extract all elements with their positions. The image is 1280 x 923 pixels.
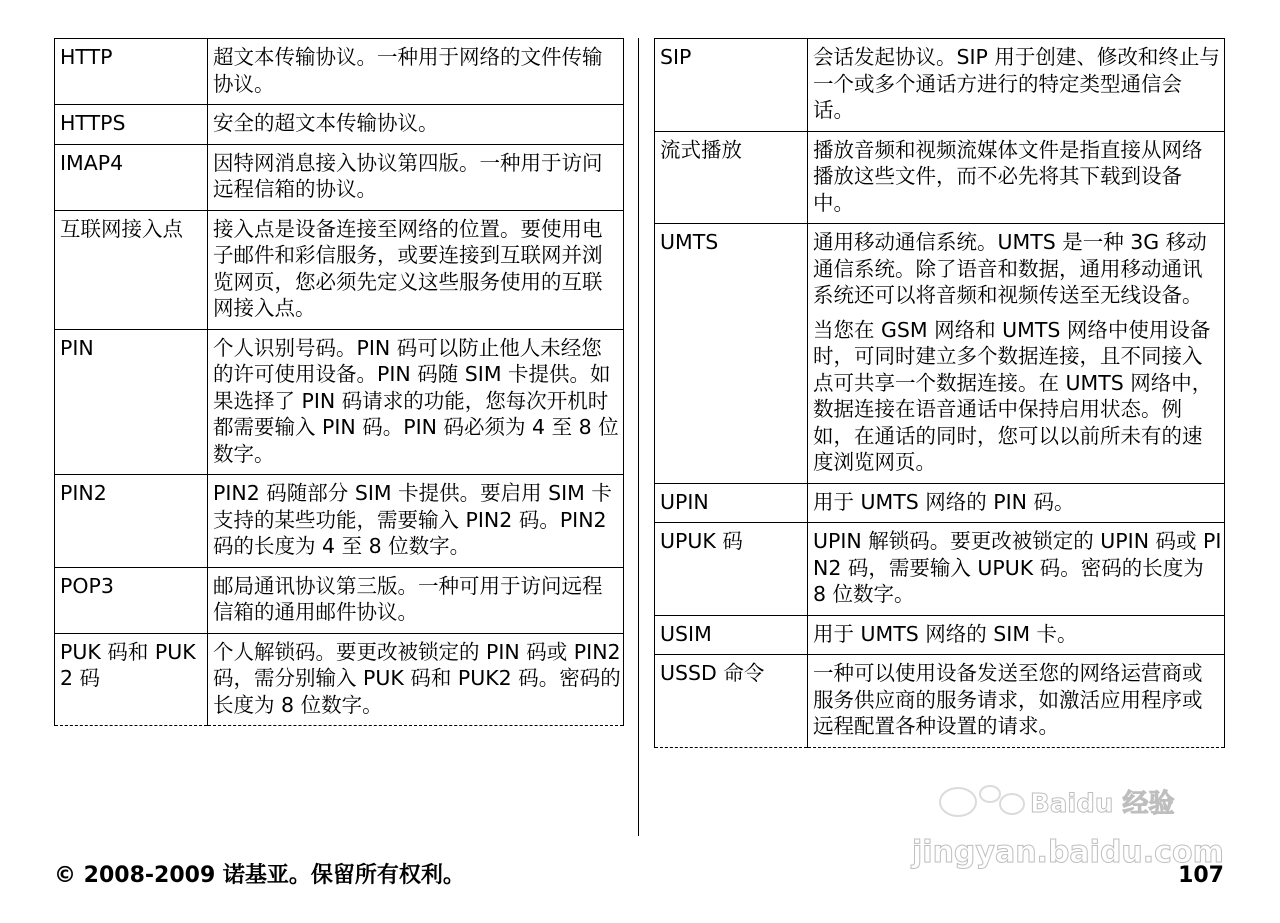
- glossary-row: [55, 567, 624, 633]
- definition-paragraph: PIN2 码随部分 SIM 卡提供。要启用 SIM 卡支持的某些功能，需要输入 PIN2 码。PIN2 码的长度为 4 至 8 位数字。: [213, 481, 612, 558]
- glossary-definition: [808, 224, 1225, 484]
- glossary-definition: [208, 144, 624, 210]
- glossary-row: [655, 615, 1225, 655]
- copyright-notice: © 2008-2009 诺基亚。保留所有权利。: [54, 863, 465, 888]
- definition-paragraph: 个人解锁码。要更改被锁定的 PIN 码或 PIN2 码，需分别输入 PUK 码和 PUK2 码。密码的长度为 8 位数字。: [213, 639, 621, 717]
- definition-paragraph: 当您在 GSM 网络和 UMTS 网络中使用设备时，可同时建立多个数据连接，且不同接入点可共享一个数据连接。在 UMTS 网络中，数据连接在语音通话中保持启用状态。例如，在通话的同时，您可以以前所未有的速度浏览网页。: [813, 317, 1213, 474]
- glossary-table-right: [654, 38, 1225, 748]
- glossary-term: 互联网接入点: [55, 210, 208, 329]
- glossary-table-left: [54, 38, 624, 726]
- glossary-row: [55, 39, 624, 105]
- column-divider: [638, 38, 639, 836]
- definition-paragraph: 通用移动通信系统。UMTS 是一种 3G 移动通信系统。除了语音和数据，通用移动通讯系统还可以将音频和视频传送至无线设备。: [813, 230, 1207, 307]
- glossary-term: 流式播放: [655, 131, 808, 224]
- glossary-definition: [808, 523, 1225, 616]
- glossary-definition: [808, 131, 1225, 224]
- glossary-term: UPUK 码: [655, 523, 808, 616]
- glossary-term: IMAP4: [55, 144, 208, 210]
- definition-paragraph: UPIN 解锁码。要更改被锁定的 UPIN 码或 PIN2 码，需要输入 UPUK 码。密码的长度为 8 位数字。: [813, 529, 1222, 606]
- glossary-term: UMTS: [655, 224, 808, 484]
- definition-paragraph: 用于 UMTS 网络的 SIM 卡。: [813, 621, 1078, 646]
- glossary-row: [655, 39, 1225, 132]
- glossary-row: [655, 483, 1225, 523]
- definition-paragraph: 安全的超文本传输协议。: [213, 111, 439, 135]
- glossary-term: PIN2: [55, 475, 208, 568]
- glossary-row: [55, 105, 624, 145]
- glossary-definition: [808, 39, 1225, 132]
- glossary-definition: [208, 210, 624, 329]
- glossary-term: USIM: [655, 615, 808, 655]
- glossary-table-body: [55, 39, 624, 726]
- definition-paragraph: 用于 UMTS 网络的 PIN 码。: [813, 489, 1075, 514]
- definition-paragraph: 接入点是设备连接至网络的位置。要使用电子邮件和彩信服务，或要连接到互联网并浏览网页，您必须先定义这些服务使用的互联网接入点。: [213, 216, 603, 320]
- glossary-row: [55, 475, 624, 568]
- glossary-term: USSD 命令: [655, 655, 808, 748]
- glossary-row: [655, 523, 1225, 616]
- glossary-row: [655, 655, 1225, 748]
- glossary-term: SIP: [655, 39, 808, 132]
- glossary-term: HTTP: [55, 39, 208, 105]
- watermark-url: jingyan.baidu.com: [912, 835, 1224, 870]
- glossary-term: PIN: [55, 329, 208, 475]
- glossary-definition: [208, 39, 624, 105]
- glossary-row: [55, 210, 624, 329]
- glossary-term: PUK 码和 PUK2 码: [55, 633, 208, 726]
- glossary-definition: [808, 615, 1225, 655]
- watermark-brand: Baidu 经验: [1030, 789, 1175, 819]
- glossary-definition: [208, 567, 624, 633]
- definition-paragraph: 邮局通讯协议第三版。一种可用于访问远程信箱的通用邮件协议。: [213, 573, 603, 624]
- glossary-table-body: [655, 39, 1225, 748]
- definition-paragraph: 因特网消息接入协议第四版。一种用于访问远程信箱的协议。: [213, 150, 603, 201]
- definition-paragraph: 播放音频和视频流媒体文件是指直接从网络播放这些文件，而不必先将其下载到设备中。: [813, 137, 1203, 215]
- definition-paragraph: 一种可以使用设备发送至您的网络运营商或服务供应商的服务请求，如激活应用程序或远程配置各种设置的请求。: [813, 661, 1203, 738]
- glossary-row: [655, 131, 1225, 224]
- glossary-definition: [208, 329, 624, 475]
- glossary-row: [55, 633, 624, 726]
- glossary-definition: [808, 655, 1225, 748]
- definition-paragraph: 会话发起协议。SIP 用于创建、修改和终止与一个或多个通话方进行的特定类型通信会话。: [813, 45, 1220, 122]
- glossary-definition: [208, 633, 624, 726]
- glossary-column-left: [54, 38, 624, 726]
- glossary-term: UPIN: [655, 483, 808, 523]
- page-number: 107: [1178, 863, 1224, 888]
- definition-paragraph: 个人识别号码。PIN 码可以防止他人未经您的许可使用设备。PIN 码随 SIM 卡提供。如果选择了 PIN 码请求的功能，您每次开机时都需要输入 PIN 码。PIN 码必须为 4 至 8 位数字。: [213, 335, 619, 466]
- definition-paragraph: 超文本传输协议。一种用于网络的文件传输协议。: [213, 45, 603, 96]
- glossary-definition: [208, 105, 624, 145]
- glossary-term: POP3: [55, 567, 208, 633]
- glossary-column-right: [654, 38, 1225, 748]
- glossary-row: [55, 329, 624, 475]
- glossary-definition: [208, 475, 624, 568]
- glossary-definition: [808, 483, 1225, 523]
- glossary-row: [55, 144, 624, 210]
- glossary-row: [655, 224, 1225, 484]
- glossary-term: HTTPS: [55, 105, 208, 145]
